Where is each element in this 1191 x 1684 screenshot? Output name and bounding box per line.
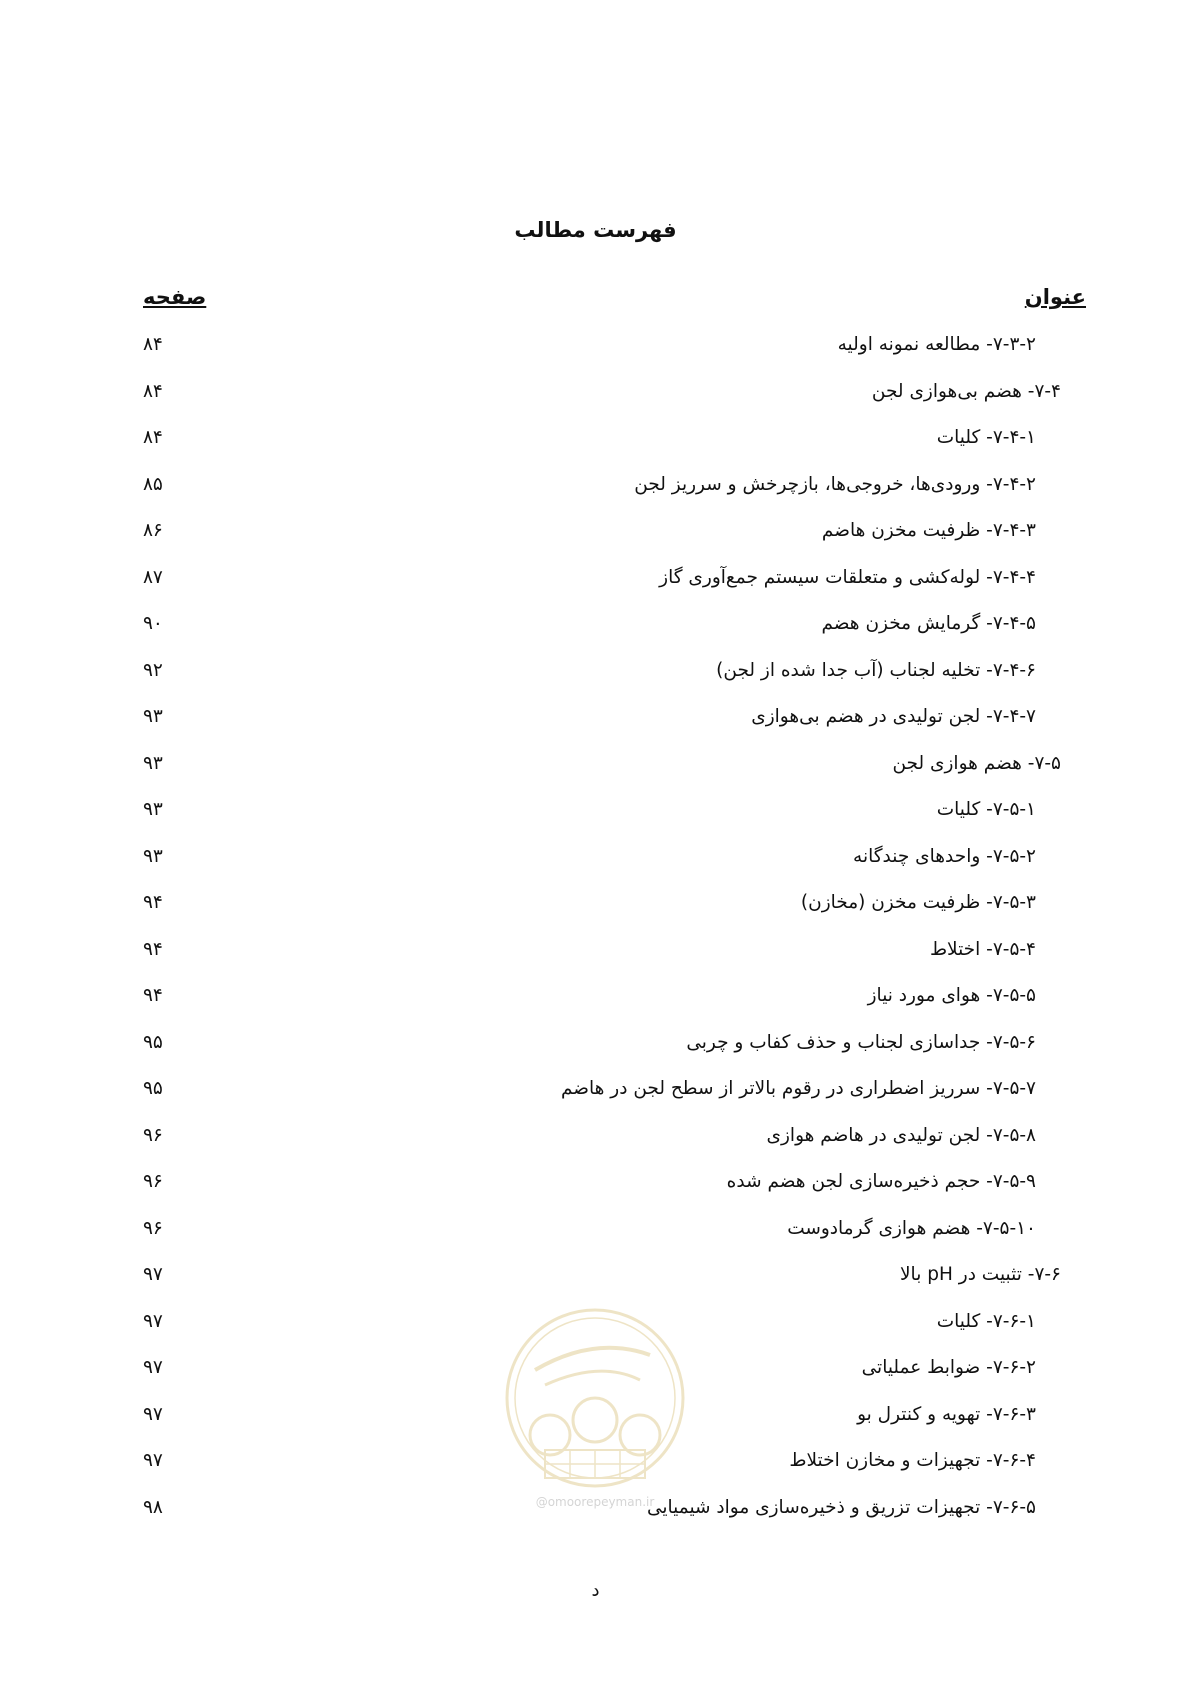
column-header-title: عنوان	[1024, 285, 1086, 309]
toc-entry	[0, 698, 1191, 745]
toc-entry	[0, 559, 1191, 606]
toc-entry-page: ۹۳	[143, 845, 163, 867]
toc-entry	[0, 1163, 1191, 1210]
toc-entry-page: ۸۴	[143, 427, 163, 448]
toc-entry-page: ۸۴	[143, 380, 163, 402]
toc-entry-page: ۹۳	[143, 752, 163, 774]
toc-entry-page: ۸۴	[143, 334, 163, 355]
toc-entry	[0, 745, 1191, 792]
column-header-page: صفحه	[143, 285, 207, 309]
toc-entry-page: ۹۷	[143, 1264, 163, 1285]
toc-entry-page: ۹۶	[143, 1217, 163, 1239]
toc-entry-title: ۷-۴-۲- ورودی‌ها، خروجی‌ها، بازچرخش و سرریز لجن	[634, 473, 1036, 495]
toc-entry-title: ۷-۵-۱۰- هضم هوازی گرمادوست	[787, 1217, 1036, 1239]
toc-entry-page: ۹۷	[143, 1403, 163, 1425]
toc-entry-title: ۷-۶-۵- تجهیزات تزریق و ذخیره‌سازی مواد شیمیایی	[646, 1496, 1036, 1518]
toc-entry-page: ۹۵	[143, 1031, 163, 1053]
toc-entry-page: ۹۷	[143, 1357, 163, 1378]
toc-entry	[0, 466, 1191, 513]
toc-entry-page: ۹۲	[143, 659, 163, 681]
toc-entry-title: ۷-۶-۳- تهویه و کنترل بو	[857, 1403, 1036, 1425]
toc-entry-page: ۸۶	[143, 520, 163, 541]
toc-entry-page: ۸۷	[143, 566, 163, 588]
toc-entry-page: ۹۳	[143, 706, 163, 727]
toc-entry-title: ۷-۵-۷- سرریز اضطراری در رقوم بالاتر از سطح لجن در هاضم	[560, 1078, 1036, 1099]
page-number: د	[591, 1580, 600, 1601]
toc-entry-page: ۹۳	[143, 799, 163, 820]
toc-entry-title: ۷-۶-۱- کلیات	[936, 1310, 1036, 1332]
toc-entry-page: ۸۵	[143, 473, 163, 495]
toc-entry	[0, 931, 1191, 978]
toc-entry	[0, 512, 1191, 559]
watermark-site-text: @omoorepeyman.ir	[535, 1495, 655, 1509]
toc-entry-page: ۹۰	[143, 613, 163, 634]
toc-entry-title: ۷-۶- تثبیت در pH بالا	[900, 1264, 1061, 1285]
toc-entry	[0, 1024, 1191, 1071]
toc-entry	[0, 652, 1191, 699]
toc-entry-page: ۹۴	[143, 938, 163, 960]
toc-entry	[0, 326, 1191, 373]
toc-entry-page: ۹۵	[143, 1078, 163, 1099]
toc-entry-title: ۷-۵-۳- ظرفیت مخزن (مخازن)	[800, 892, 1036, 913]
toc-entry-title: ۷-۵-۹- حجم ذخیره‌سازی لجن هضم شده	[726, 1171, 1036, 1192]
toc-entry	[0, 1256, 1191, 1303]
toc-entry	[0, 419, 1191, 466]
toc-entry	[0, 838, 1191, 885]
toc-entry-page: ۹۴	[143, 892, 163, 913]
toc-entry-title: ۷-۵-۱- کلیات	[936, 799, 1036, 820]
toc-entry	[0, 605, 1191, 652]
toc-entry	[0, 1070, 1191, 1117]
page-title: فهرست مطالب	[514, 218, 677, 242]
toc-entry-title: ۷-۶-۲- ضوابط عملیاتی	[861, 1357, 1036, 1378]
toc-entry-title: ۷-۵-۴- اختلاط	[929, 938, 1036, 960]
toc-entry-page: ۹۷	[143, 1450, 163, 1471]
toc-entry-page: ۹۴	[143, 985, 163, 1006]
toc-entry-title: ۷-۳-۲- مطالعه نمونه اولیه	[837, 334, 1036, 355]
toc-entry-title: ۷-۵-۲- واحدهای چندگانه	[853, 845, 1036, 867]
toc-entry-title: ۷-۵-۸- لجن تولیدی در هاضم هوازی	[766, 1124, 1036, 1146]
toc-entry-title: ۷-۴-۴- لوله‌کشی و متعلقات سیستم جمع‌آوری گاز	[659, 566, 1036, 588]
toc-entry	[0, 977, 1191, 1024]
toc-entry-title: ۷-۶-۴- تجهیزات و مخازن اختلاط	[789, 1450, 1036, 1471]
toc-entry-page: ۹۶	[143, 1171, 163, 1192]
toc-entry-title: ۷-۴-۵- گرمایش مخزن هضم	[821, 613, 1036, 634]
toc-entry-title: ۷-۴- هضم بی‌هوازی لجن	[871, 380, 1061, 402]
toc-entry	[0, 791, 1191, 838]
toc-entry-page: ۹۷	[143, 1310, 163, 1332]
toc-entry	[0, 884, 1191, 931]
toc-entry	[0, 1117, 1191, 1164]
toc-entry-page: ۹۶	[143, 1124, 163, 1146]
toc-entry-title: ۷-۴-۳- ظرفیت مخزن هاضم	[821, 520, 1036, 541]
toc-entry-title: ۷-۵- هضم هوازی لجن	[892, 752, 1061, 774]
toc-entry-title: ۷-۴-۷- لجن تولیدی در هضم بی‌هوازی	[751, 706, 1036, 727]
toc-entry	[0, 1210, 1191, 1257]
toc-entry-page: ۹۸	[143, 1496, 163, 1518]
toc-entry	[0, 373, 1191, 420]
toc-entry-title: ۷-۵-۵- هوای مورد نیاز	[867, 985, 1036, 1006]
toc-entry-title: ۷-۴-۶- تخلیه لجناب (آب جدا شده از لجن)	[716, 659, 1036, 681]
watermark-logo-icon	[500, 1300, 690, 1515]
toc-entry-title: ۷-۵-۶- جداسازی لجناب و حذف کفاب و چربی	[686, 1031, 1036, 1053]
toc-entry-title: ۷-۴-۱- کلیات	[936, 427, 1036, 448]
